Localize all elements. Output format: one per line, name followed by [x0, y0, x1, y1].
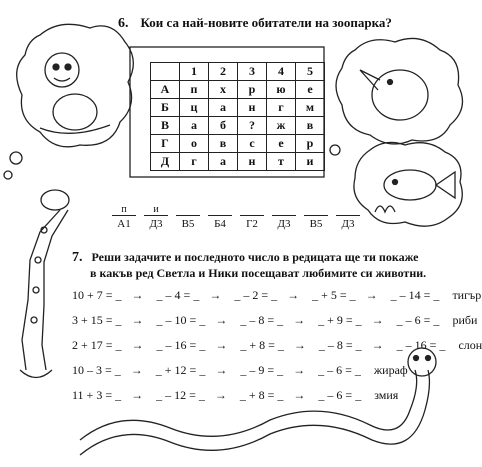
code-slot[interactable] — [336, 204, 360, 230]
code-label: В5 — [309, 218, 323, 230]
fish-bubble-illustration — [354, 142, 462, 226]
code-slot[interactable] — [304, 204, 328, 230]
grid-cell: р — [238, 81, 267, 99]
bird-bubble-illustration — [330, 38, 463, 155]
grid-cell: о — [180, 135, 209, 153]
grid-cell: 3 — [238, 63, 267, 81]
arrow-icon: → — [131, 288, 144, 302]
grid-cell: Б — [151, 99, 180, 117]
giraffe-illustration — [20, 190, 69, 378]
grid-header-row — [151, 63, 325, 81]
equation-row — [72, 363, 408, 378]
equation[interactable]: 11 + 3 = _ — [72, 388, 122, 402]
grid-cell: ц — [180, 99, 209, 117]
code-label: Д3 — [277, 218, 291, 230]
equation[interactable]: _ + 8 = _ — [239, 388, 284, 402]
grid-cell: г — [180, 153, 209, 171]
grid-cell: г — [267, 99, 296, 117]
code-label: Д3 — [341, 218, 355, 230]
grid-cell: е — [267, 135, 296, 153]
arrow-icon: → — [131, 313, 144, 327]
animal-label: риби — [452, 313, 478, 327]
equation[interactable]: _ – 6 = _ — [318, 388, 362, 402]
grid-cell: р — [296, 135, 325, 153]
grid-cell: в — [296, 117, 325, 135]
exercise-number: 6. — [118, 16, 129, 31]
grid-cell: В — [151, 117, 180, 135]
code-label: Д3 — [149, 218, 163, 230]
equation[interactable]: 3 + 15 = _ — [72, 313, 122, 327]
grid-cell: а — [209, 153, 238, 171]
grid-row — [151, 153, 325, 171]
code-slot[interactable] — [272, 204, 296, 230]
grid-cell: с — [238, 135, 267, 153]
equation[interactable]: _ – 16 = _ — [396, 338, 446, 352]
arrow-icon: → — [287, 288, 300, 302]
code-answer — [336, 204, 360, 216]
arrow-icon: → — [131, 388, 144, 402]
code-slot[interactable] — [208, 204, 232, 230]
code-answer — [272, 204, 296, 216]
arrow-icon: → — [365, 288, 378, 302]
animal-label: тигър — [452, 288, 482, 302]
code-answer: и — [144, 204, 168, 216]
grid-cell: е — [296, 81, 325, 99]
exercise-number: 7. — [72, 250, 83, 265]
equation[interactable]: _ – 10 = _ — [156, 313, 206, 327]
grid-cell: ? — [238, 117, 267, 135]
grid-cell: п — [180, 81, 209, 99]
arrow-icon: → — [371, 313, 384, 327]
arrow-icon: → — [293, 363, 306, 377]
grid-row — [151, 135, 325, 153]
monkey-bubble-illustration — [4, 24, 133, 179]
grid-cell: т — [267, 153, 296, 171]
exercise-title-line-1: Реши задачите и последното число в редицата ще ти покаже — [91, 250, 419, 264]
grid-cell: ж — [267, 117, 296, 135]
grid-cell: ю — [267, 81, 296, 99]
equation[interactable]: _ – 8 = _ — [318, 338, 362, 352]
grid-cell: м — [296, 99, 325, 117]
grid-cell: 1 — [180, 63, 209, 81]
grid-cell: а — [180, 117, 209, 135]
code-slot[interactable] — [144, 204, 168, 230]
grid-row — [151, 117, 325, 135]
exercise-title: Кои са най-новите обитатели на зоопарка? — [140, 15, 392, 30]
arrow-icon: → — [215, 313, 228, 327]
grid-cell: н — [238, 99, 267, 117]
equation[interactable]: _ – 2 = _ — [234, 288, 278, 302]
code-label: А1 — [117, 218, 131, 230]
grid-cell: 4 — [267, 63, 296, 81]
letter-grid — [150, 62, 325, 171]
code-answer — [208, 204, 232, 216]
equation-row — [72, 313, 477, 328]
equation[interactable]: _ – 14 = _ — [390, 288, 440, 302]
equation[interactable]: 2 + 17 = _ — [72, 338, 122, 352]
equation[interactable]: _ + 5 = _ — [312, 288, 356, 302]
grid-row — [151, 99, 325, 117]
equation[interactable]: _ – 8 = _ — [240, 313, 284, 327]
equation-row — [72, 388, 398, 403]
code-answer — [304, 204, 328, 216]
code-label: Б4 — [214, 218, 226, 230]
grid-cell: а — [209, 99, 238, 117]
exercise-6-header — [118, 14, 392, 32]
equation[interactable]: _ – 4 = _ — [156, 288, 200, 302]
animal-label: жираф — [373, 363, 408, 377]
code-answer: п — [112, 204, 136, 216]
code-slot[interactable] — [112, 204, 136, 230]
exercise-7-header — [72, 250, 426, 281]
arrow-icon: → — [215, 363, 228, 377]
grid-cell: Г — [151, 135, 180, 153]
exercise-title-line-2: в какъв ред Светла и Ники посещават любимите си животни. — [90, 266, 427, 280]
answer-code-row — [112, 204, 360, 230]
equation[interactable]: 10 + 7 = _ — [72, 288, 122, 302]
grid-cell: н — [238, 153, 267, 171]
equation[interactable]: _ – 16 = _ — [156, 338, 206, 352]
equation[interactable]: _ + 12 = _ — [155, 363, 206, 377]
arrow-icon: → — [131, 338, 144, 352]
grid-cell: и — [296, 153, 325, 171]
code-answer — [240, 204, 264, 216]
arrow-icon: → — [293, 388, 306, 402]
equation[interactable]: _ + 9 = _ — [318, 313, 362, 327]
animal-label: змия — [374, 388, 399, 402]
equation[interactable]: 10 – 3 = _ — [72, 363, 121, 377]
grid-cell: Д — [151, 153, 180, 171]
grid-cell: А — [151, 81, 180, 99]
grid-cell: б — [209, 117, 238, 135]
equation-row — [72, 338, 482, 353]
arrow-icon: → — [371, 338, 384, 352]
code-answer — [176, 204, 200, 216]
code-label: В5 — [181, 218, 195, 230]
arrow-icon: → — [209, 288, 222, 302]
equation[interactable]: _ – 12 = _ — [156, 388, 205, 402]
code-slot[interactable] — [240, 204, 264, 230]
arrow-icon: → — [215, 338, 228, 352]
grid-cell: х — [209, 81, 238, 99]
code-label: Г2 — [246, 218, 258, 230]
equation[interactable]: _ – 9 = _ — [240, 363, 284, 377]
grid-cell: 2 — [209, 63, 238, 81]
grid-row — [151, 81, 325, 99]
equation[interactable]: _ + 8 = _ — [240, 338, 284, 352]
grid-cell: в — [209, 135, 238, 153]
equation[interactable]: _ – 6 = _ — [396, 313, 440, 327]
arrow-icon: → — [214, 388, 227, 402]
grid-cell: 5 — [296, 63, 325, 81]
animal-label: слон — [458, 338, 482, 352]
arrow-icon: → — [293, 338, 306, 352]
equation[interactable]: _ – 6 = _ — [318, 363, 361, 377]
arrow-icon: → — [293, 313, 306, 327]
grid-cell — [151, 63, 180, 81]
code-slot[interactable] — [176, 204, 200, 230]
arrow-icon: → — [130, 363, 143, 377]
equation-row — [72, 288, 481, 303]
